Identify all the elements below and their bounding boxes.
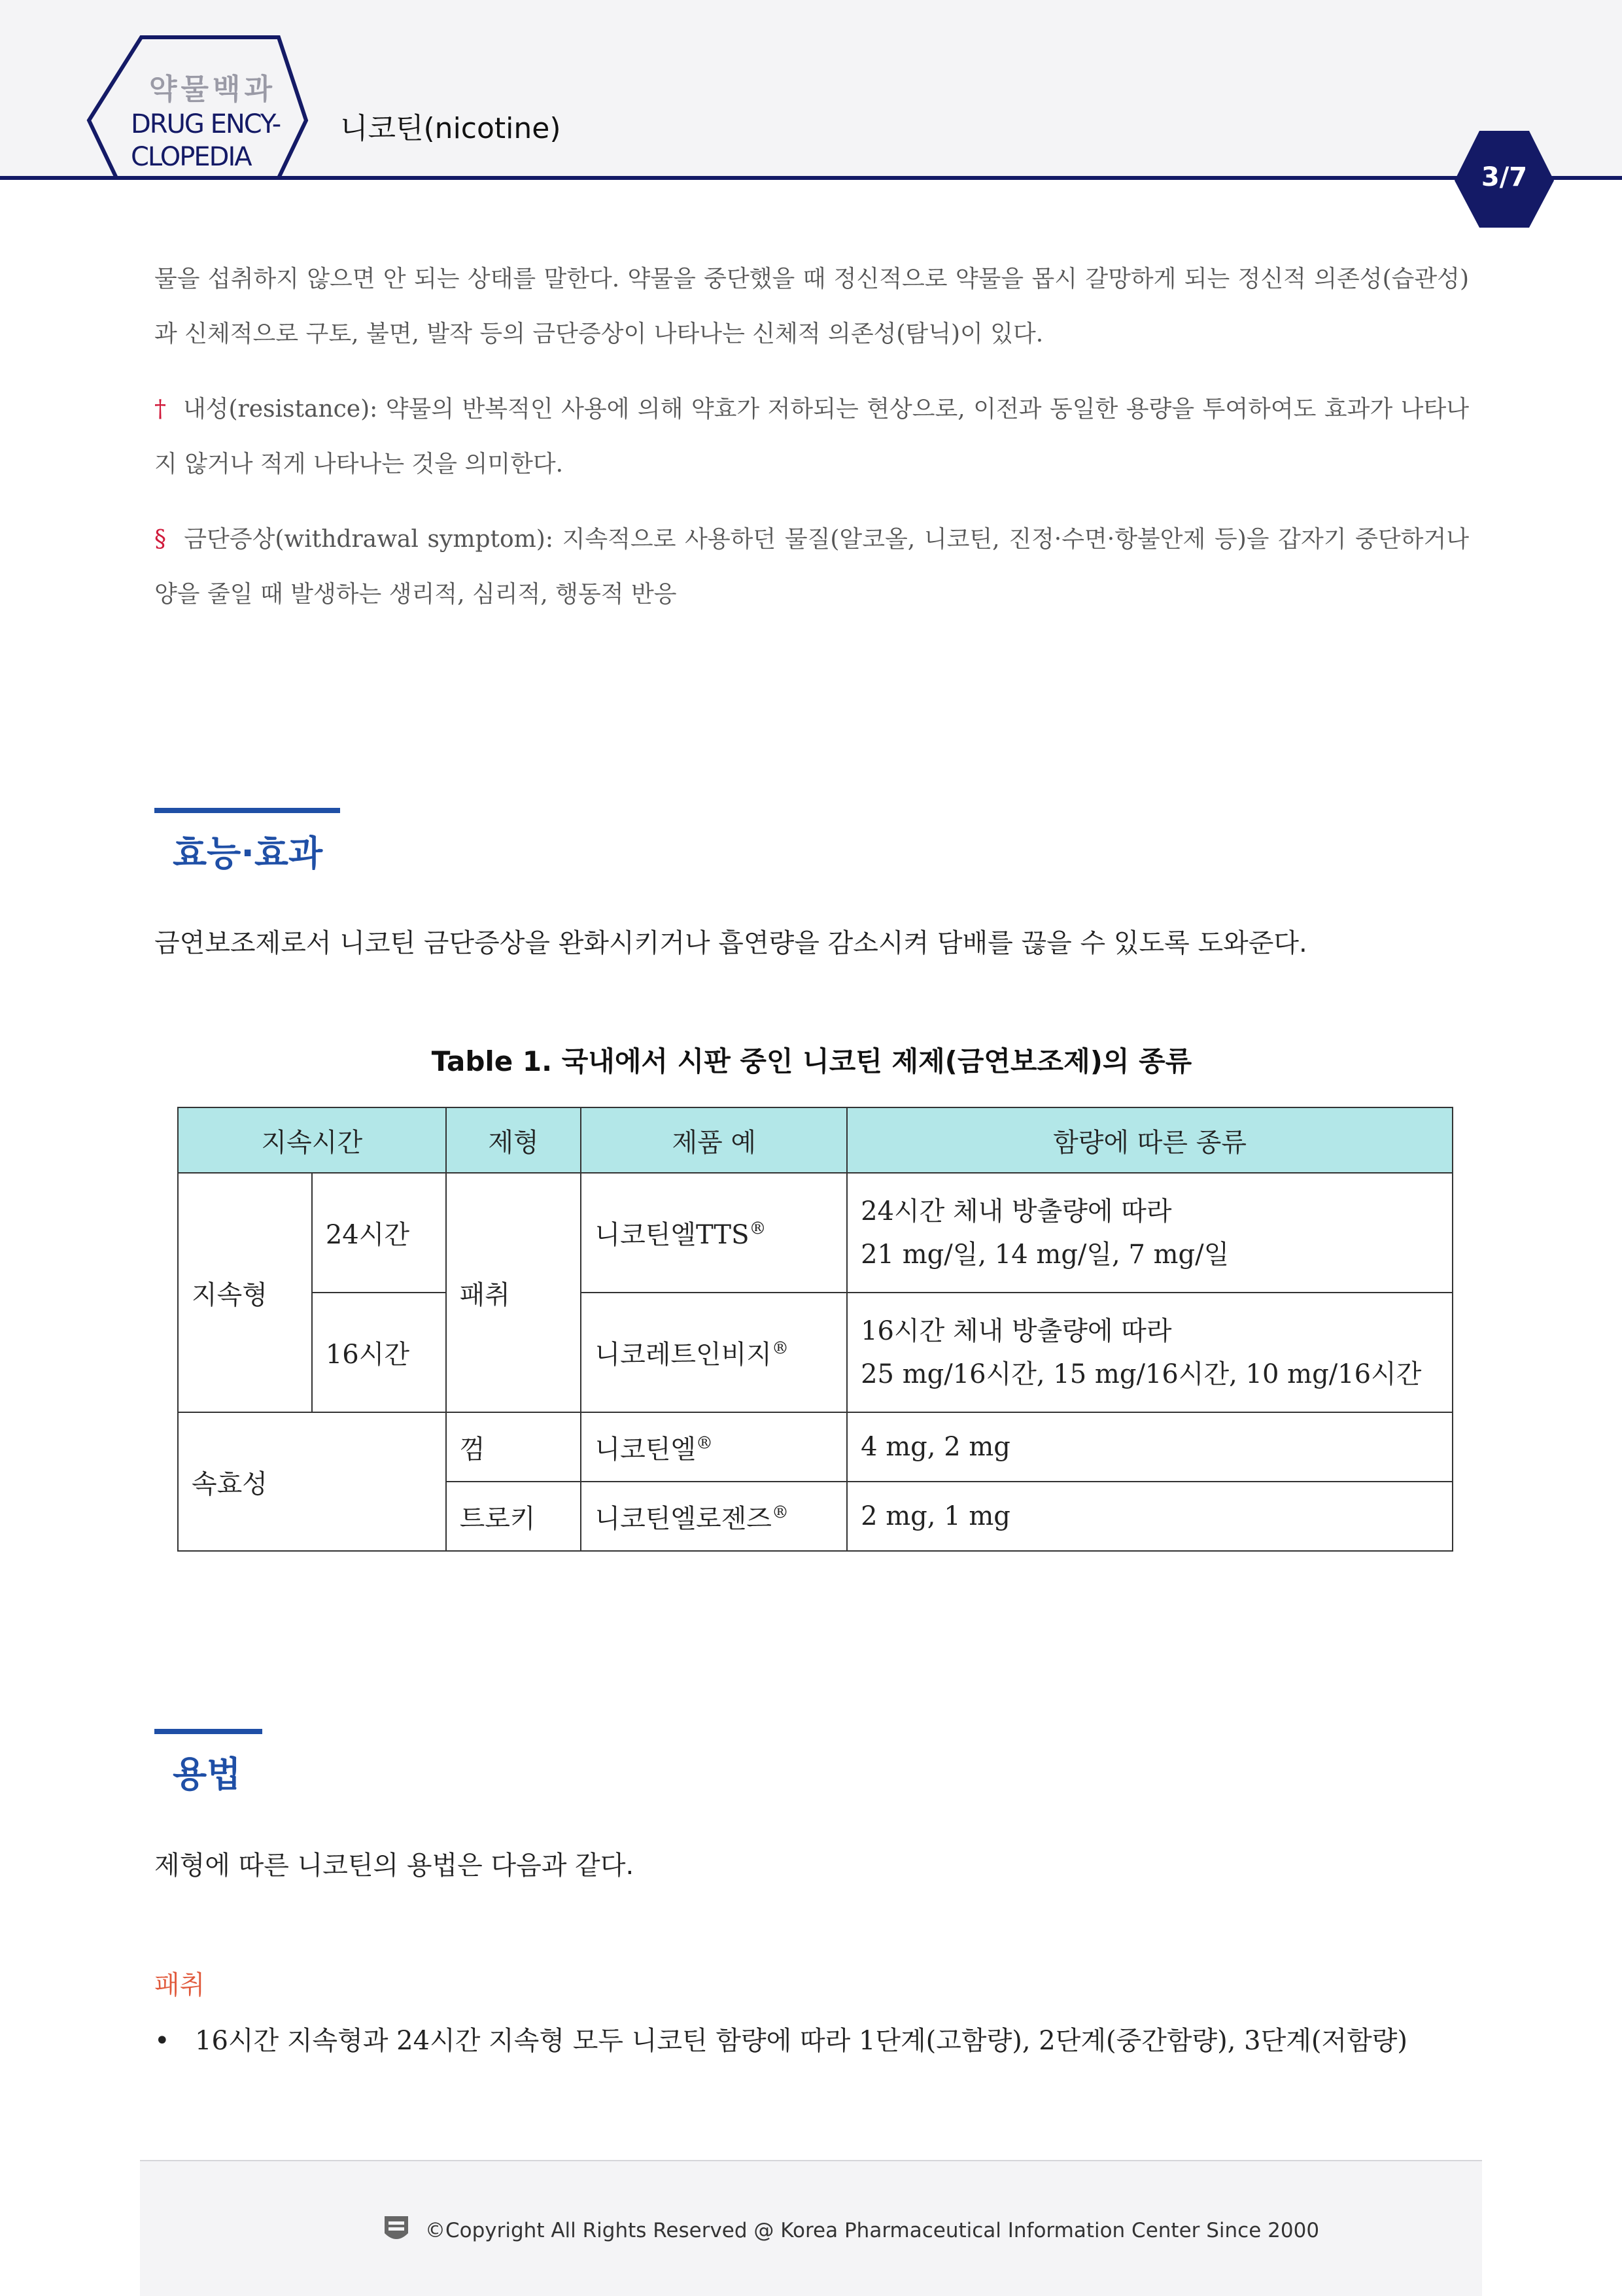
content-cell: 4 mg, 2 mg	[847, 1412, 1453, 1482]
note-paragraph-1: 물을 섭취하지 않으면 안 되는 상태를 말한다. 약물을 중단했을 때 정신적으로 약물을 몹시 갈망하게 되는 정신적 의존성(습관성)과 신체적으로 구토, 불면, 발작 등의 금단증상이 나타나는 신체적 의존성(탐닉)이 있다.	[154, 266, 1469, 347]
patch-sub-heading: 패취	[154, 1970, 205, 2000]
list-item	[154, 2020, 1469, 2057]
registered-mark: ®	[749, 1219, 767, 1239]
efficacy-section-title: 효능·효과	[173, 833, 323, 874]
content-cell	[847, 1293, 1453, 1412]
note-paragraph-2	[154, 382, 1469, 492]
table-row	[178, 1293, 1453, 1412]
product-name: 니코틴엘로젠즈	[595, 1503, 772, 1534]
brand-english	[131, 108, 294, 173]
note-3-text: 금단증상(withdrawal symptom): 지속적으로 사용하던 물질(알코올, 니코틴, 진정·수면·항불안제 등)을 갑자기 중단하거나 양을 줄일 때 발생하는 생리적, 심리적, 행동적 반응	[154, 526, 1469, 608]
table-row	[178, 1173, 1453, 1293]
document-title: 니코틴(nicotine)	[340, 112, 561, 145]
form-cell: 트로키	[446, 1482, 581, 1551]
table-header-cell: 함량에 따른 종류	[847, 1107, 1453, 1173]
registered-mark: ®	[771, 1503, 789, 1523]
registered-mark: ®	[771, 1338, 789, 1359]
table-caption: Table 1. 국내에서 시판 중인 니코틴 제제(금연보조제)의 종류	[431, 1045, 1192, 1077]
bullet-text: 16시간 지속형과 24시간 지속형 모두 니코틴 함량에 따라 1단계(고함량), 2단계(중간함량), 3단계(저함량)	[195, 2026, 1408, 2056]
content-line: 25 mg/16시간, 15 mg/16시간, 10 mg/16시간	[861, 1359, 1422, 1389]
section-mark: §	[154, 526, 166, 553]
usage-section-bar	[154, 1729, 262, 1734]
content-cell: 2 mg, 1 mg	[847, 1482, 1453, 1551]
duration-cell: 24시간	[312, 1173, 446, 1293]
content-line: 16시간 체내 방출량에 따라	[861, 1315, 1172, 1346]
content-line: 21 mg/일, 14 mg/일, 7 mg/일	[861, 1239, 1230, 1270]
product-name: 니코레트인비지	[595, 1340, 772, 1370]
product-cell	[581, 1482, 847, 1551]
table-row	[178, 1412, 1453, 1482]
copyright-text: ©Copyright All Rights Reserved @ Korea Pharmaceutical Information Center Since 2000	[425, 2219, 1320, 2242]
table-header-row	[178, 1107, 1453, 1173]
table-header-cell: 제품 예	[581, 1107, 847, 1173]
rapid-type-cell: 속효성	[178, 1412, 446, 1551]
product-name: 니코틴엘	[595, 1434, 697, 1465]
note-2-text: 내성(resistance): 약물의 반복적인 사용에 의해 약효가 저하되는 현상으로, 이전과 동일한 용량을 투여하여도 효과가 나타나지 않거나 적게 나타나는 것을 의미한다.	[154, 396, 1470, 478]
dagger-mark: †	[154, 396, 167, 423]
usage-section-title: 용법	[173, 1754, 241, 1795]
patch-form-cell: 패취	[446, 1173, 581, 1412]
usage-text: 제형에 따른 니코틴의 용법은 다음과 같다.	[154, 1851, 634, 1881]
product-cell	[581, 1173, 847, 1293]
efficacy-section-bar	[154, 808, 340, 813]
table-header-cell: 지속시간	[178, 1107, 446, 1173]
nicotine-products-table	[177, 1107, 1453, 1552]
content-line: 24시간 체내 방출량에 따라	[861, 1196, 1172, 1226]
efficacy-text: 금연보조제로서 니코틴 금단증상을 완화시키거나 흡연량을 감소시켜 담배를 끊을 수 있도록 도와준다.	[154, 928, 1307, 958]
form-cell: 껌	[446, 1412, 581, 1482]
page-footer	[140, 2160, 1482, 2296]
product-name: 니코틴엘TTS	[595, 1220, 750, 1250]
page-number: 3/7	[1481, 162, 1528, 192]
brand-english-line1: DRUG ENCY-	[131, 109, 281, 139]
brand-korean: 약물백과	[148, 73, 276, 106]
table-header-cell: 제형	[446, 1107, 581, 1173]
brand-english-line2: CLOPEDIA	[131, 142, 251, 172]
product-cell	[581, 1293, 847, 1412]
product-cell	[581, 1412, 847, 1482]
kpic-logo-icon	[382, 2214, 411, 2246]
duration-cell: 16시간	[312, 1293, 446, 1412]
bullet-icon: •	[154, 2026, 170, 2056]
content-cell	[847, 1173, 1453, 1293]
registered-mark: ®	[696, 1433, 714, 1453]
sustained-type-cell: 지속형	[178, 1173, 312, 1412]
note-paragraph-3	[154, 512, 1469, 622]
